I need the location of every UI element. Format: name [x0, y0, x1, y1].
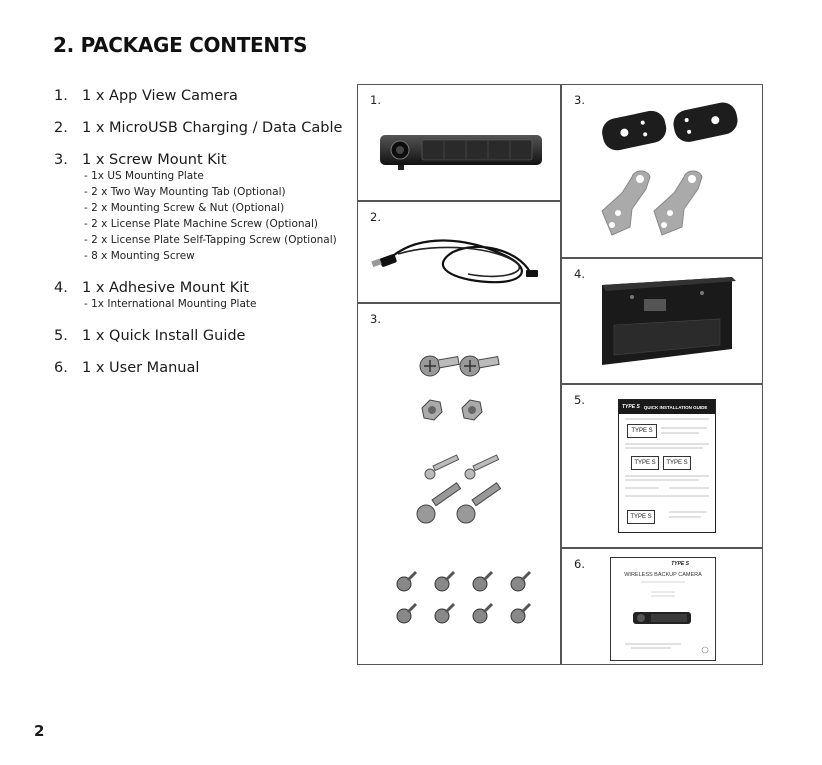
kit-part: - 1x International Mounting Plate [84, 298, 257, 310]
figure-adhesive-mount [561, 258, 763, 384]
figure-label: 2. [370, 210, 381, 224]
guide-lines-icon [619, 400, 715, 532]
quick-guide-document [618, 399, 716, 533]
kit-part: - 2 x Mounting Screw & Nut (Optional) [84, 202, 285, 214]
adhesive-mount-icon [562, 259, 764, 385]
figure-quick-guide [561, 384, 763, 548]
guide-brand: TYPE S [622, 404, 640, 410]
page-heading: 2. PACKAGE CONTENTS [53, 33, 308, 57]
item-text: 1 x User Manual [82, 360, 200, 376]
mounting-plate-icon [562, 85, 764, 259]
item-text: 1 x Screw Mount Kit [82, 152, 227, 168]
guide-plate: TYPE S [627, 510, 655, 524]
item-text: 1 x Adhesive Mount Kit [82, 280, 249, 296]
figure-cable [357, 201, 561, 303]
figure-label: 3. [370, 312, 381, 326]
camera-icon [358, 85, 562, 202]
item-number: 2. [54, 120, 68, 136]
manual-document [610, 557, 716, 661]
item-number: 5. [54, 328, 68, 344]
figure-camera [357, 84, 561, 201]
item-text: 1 x App View Camera [82, 88, 238, 104]
kit-part: - 2 x License Plate Self-Tapping Screw (Optional) [84, 234, 337, 246]
guide-plate: TYPE S [631, 456, 659, 470]
kit-part: - 1x US Mounting Plate [84, 170, 204, 182]
figure-label: 3. [574, 93, 585, 107]
item-number: 3. [54, 152, 68, 168]
figure-mounting-plates [561, 84, 763, 258]
figure-label: 4. [574, 267, 585, 281]
item-number: 6. [54, 360, 68, 376]
manual-brand: TYPE S [671, 561, 689, 567]
usb-cable-icon [358, 202, 562, 304]
guide-plate: TYPE S [663, 456, 691, 470]
figure-label: 1. [370, 93, 381, 107]
figure-label: 6. [574, 557, 585, 571]
manual-title: WIRELESS BACKUP CAMERA [624, 572, 702, 578]
kit-part: - 2 x License Plate Machine Screw (Optional) [84, 218, 319, 230]
figure-user-manual [561, 548, 763, 665]
kit-part: - 8 x Mounting Screw [84, 250, 195, 262]
kit-part: - 2 x Two Way Mounting Tab (Optional) [84, 186, 286, 198]
item-number: 1. [54, 88, 68, 104]
guide-plate: TYPE S [627, 424, 657, 438]
page-number: 2 [34, 722, 45, 740]
screws-icon [358, 304, 562, 666]
figure-label: 5. [574, 393, 585, 407]
guide-title: QUICK INSTALLATION GUIDE [643, 404, 708, 410]
item-text: 1 x Quick Install Guide [82, 328, 246, 344]
contents-figure-grid [357, 84, 763, 665]
item-text: 1 x MicroUSB Charging / Data Cable [82, 120, 343, 136]
manual-cover-icon [611, 558, 715, 660]
item-number: 4. [54, 280, 68, 296]
figure-screws [357, 303, 561, 665]
